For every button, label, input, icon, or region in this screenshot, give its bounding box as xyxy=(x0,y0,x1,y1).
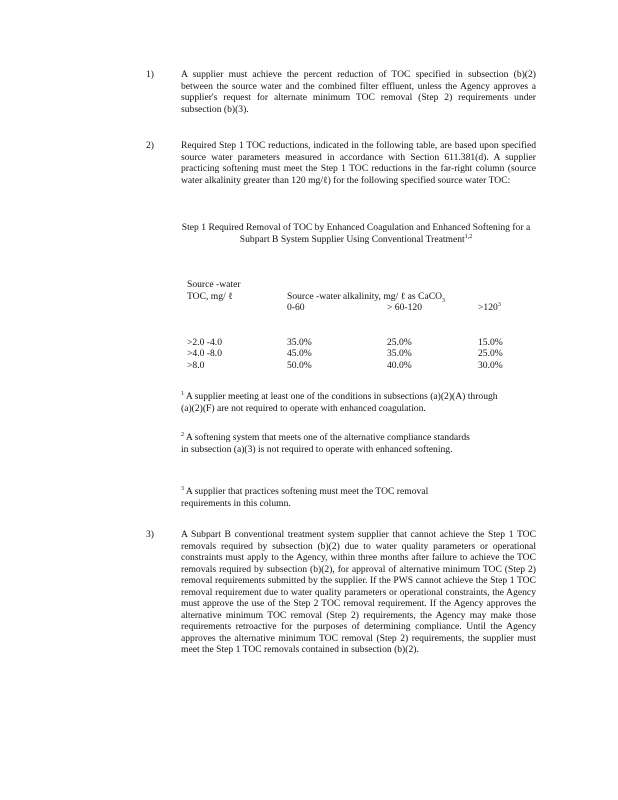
table-cell: 40.0% xyxy=(387,359,412,371)
table-column-header-row xyxy=(187,302,527,314)
item-number-2: 2) xyxy=(146,140,154,151)
column-header-3-sup: 3 xyxy=(497,301,501,308)
table-caption-sup: 1,2 xyxy=(464,233,473,240)
column-header-3-text: >120 xyxy=(478,302,498,313)
table-cell: 15.0% xyxy=(478,336,503,348)
item-text-2: Required Step 1 TOC reductions, indicated in the following table, are based upon specified source water parameters measured in accordance with Section 611.381(d). A supplier practicing softening must meet the Step 1 TOC reductions in the far-right column (source water alkalinity greater than 120 mg/ℓ) for the following specified source water TOC: xyxy=(181,140,536,186)
table-row xyxy=(187,360,527,372)
table-cell: 35.0% xyxy=(287,336,312,348)
item-text-1: A supplier must achieve the percent reduction of TOC specified in subsection (b)(2) between the source water and the combined filter effluent, unless the Agency approves a supplier's request for alternate minimum TOC removal (Step 2) requirements under subsection (b)(3). xyxy=(181,69,536,115)
footnote-3 xyxy=(181,486,451,509)
table-cell: 25.0% xyxy=(478,348,503,359)
column-group-header-text: Source -water alkalinity, mg/ ℓ as CaCO xyxy=(287,290,443,302)
table-caption xyxy=(176,222,536,245)
column-header-3 xyxy=(478,302,501,314)
table-spacer xyxy=(187,314,527,337)
footnote-text-3: A supplier that practices softening must meet the TOC removal requirements in this column. xyxy=(181,486,429,509)
footnote-text-1: A supplier meeting at least one of the conditions in subsections (a)(2)(A) through (a)(2)(F) are not required to operate with enhanced coagulation. xyxy=(181,391,498,414)
table-cell-toc: >4.0 -8.0 xyxy=(187,348,222,359)
table-cell: 30.0% xyxy=(478,359,503,371)
table-cell: 35.0% xyxy=(387,348,412,359)
toc-removal-table xyxy=(187,279,527,371)
footnote-marker-1: 1 xyxy=(181,390,184,397)
column-header-2: > 60-120 xyxy=(387,302,422,313)
table-cell: 45.0% xyxy=(287,348,312,359)
item-number-1: 1) xyxy=(146,69,154,80)
table-cell-toc: >2.0 -4.0 xyxy=(187,336,222,348)
item-number-3: 3) xyxy=(146,529,154,540)
column-group-sub: 3 xyxy=(442,297,446,304)
table-row xyxy=(187,337,527,349)
footnote-2 xyxy=(181,432,471,455)
footnote-marker-2: 2 xyxy=(181,431,184,438)
table-cell: 50.0% xyxy=(287,359,312,371)
item-text-3: A Subpart B conventional treatment system supplier that cannot achieve the Step 1 TOC removals required by subsection (b)(2) due to water quality parameters or operational constraints must apply to the Agency, within three months after failure to achieve the TOC removals required by subsection (b)(2), for approval of alternative minimum TOC (Step 2) removal requirements submitted by the supplier. If the PWS cannot achieve the Step 1 TOC removal requirement due to water quality parameters or operational constraints, the Agency must approve the use of the Step 2 TOC removal requirement. If the Agency approves the alternative minimum TOC removal (Step 2) requirements, the Agency may make those requirements retroactive for the purposes of determining compliance. Until the Agency approves the alternative minimum TOC removal (Step 2) requirements, the supplier must meet the Step 1 TOC removals contained in subsection (b)(2). xyxy=(181,529,536,655)
row-header-line1: Source -water xyxy=(187,279,241,290)
footnote-marker-3: 3 xyxy=(181,485,184,492)
table-header-row-2 xyxy=(187,291,527,303)
table-row xyxy=(187,348,527,360)
footnote-1 xyxy=(181,391,501,414)
footnote-text-2: A softening system that meets one of the alternative compliance standards in subsection (a)(3) is not required to operate with enhanced softening. xyxy=(181,432,470,455)
table-cell-toc: >8.0 xyxy=(187,359,205,371)
table-header-row-1 xyxy=(187,279,527,291)
row-header-line2: TOC, mg/ ℓ xyxy=(187,290,233,302)
table-cell: 25.0% xyxy=(387,336,412,348)
column-header-1: 0-60 xyxy=(287,302,305,313)
table-caption-text: Step 1 Required Removal of TOC by Enhanced Coagulation and Enhanced Softening for a Subpart B System Supplier Using Conventional Treatment xyxy=(181,222,531,245)
